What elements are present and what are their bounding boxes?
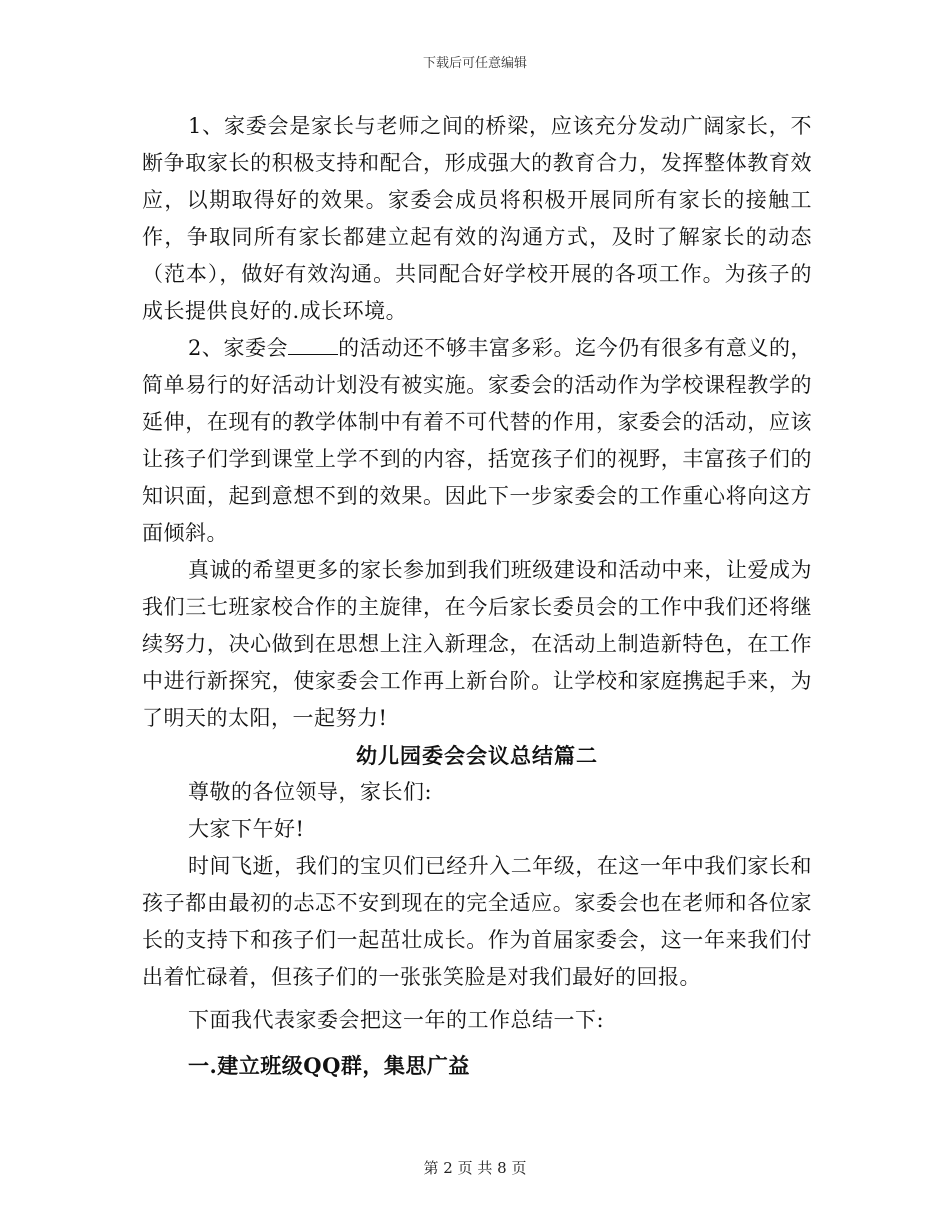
- paragraph-2-rest: 的活动还不够丰富多彩。迄今仍有很多有意义的，简单易行的好活动计划没有被实施。家委会的活动作为学校课程教学的延伸，在现有的教学体制中有着不可代替的作用，家委会的活动，应该让孩子们学到课堂上学不到的内容，括宽孩子们的视野，丰富孩子们的知识面，起到意想不到的效果。因此下一步家委会的工作重心将向这方面倾斜。: [142, 336, 812, 545]
- paragraph-2-start: 2、家委会: [188, 336, 289, 360]
- fill-in-blank: [288, 334, 338, 355]
- section-title: 幼儿园委会会议总结篇二: [356, 743, 598, 768]
- subsection-heading: 一.建立班级QQ群，集思广益: [188, 1053, 470, 1078]
- paragraph-2: [142, 330, 812, 552]
- greeting: 尊敬的各位领导，家长们:: [188, 780, 433, 804]
- document-body: [142, 108, 812, 1084]
- page-header: 下载后可任意编辑: [422, 56, 527, 71]
- salutation: 大家下午好!: [188, 817, 305, 841]
- paragraph-5: 下面我代表家委会把这一年的工作总结一下:: [188, 1008, 605, 1032]
- paragraph-1: 1、家委会是家长与老师之间的桥梁，应该充分发动广阔家长，不断争取家长的积极支持和配合，形成强大的教育合力，发挥整体教育效应，以期取得好的效果。家委会成员将积极开展同所有家长的接触工作，争取同所有家长都建立起有效的沟通方式，及时了解家长的动态（范本），做好有效沟通。共同配合好学校开展的各项工作。为孩子的成长提供良好的.成长环境。: [142, 114, 812, 323]
- paragraph-3: 真诚的希望更多的家长参加到我们班级建设和活动中来，让爱成为我们三七班家校合作的主旋律，在今后家长委员会的工作中我们还将继续努力，决心做到在思想上注入新理念，在活动上制造新特色，在工作中进行新探究，使家委会工作再上新台阶。让学校和家庭携起手来，为了明天的太阳，一起努力!: [142, 558, 812, 730]
- paragraph-4: 时间飞逝，我们的宝贝们已经升入二年级，在这一年中我们家长和孩子都由最初的忐忑不安到现在的完全适应。家委会也在老师和各位家长的支持下和孩子们一起茁壮成长。作为首届家委会，这一年来我们付出着忙碌着，但孩子们的一张张笑脸是对我们最好的回报。: [142, 854, 812, 989]
- page-footer: 第 2 页 共 8 页: [423, 1159, 527, 1177]
